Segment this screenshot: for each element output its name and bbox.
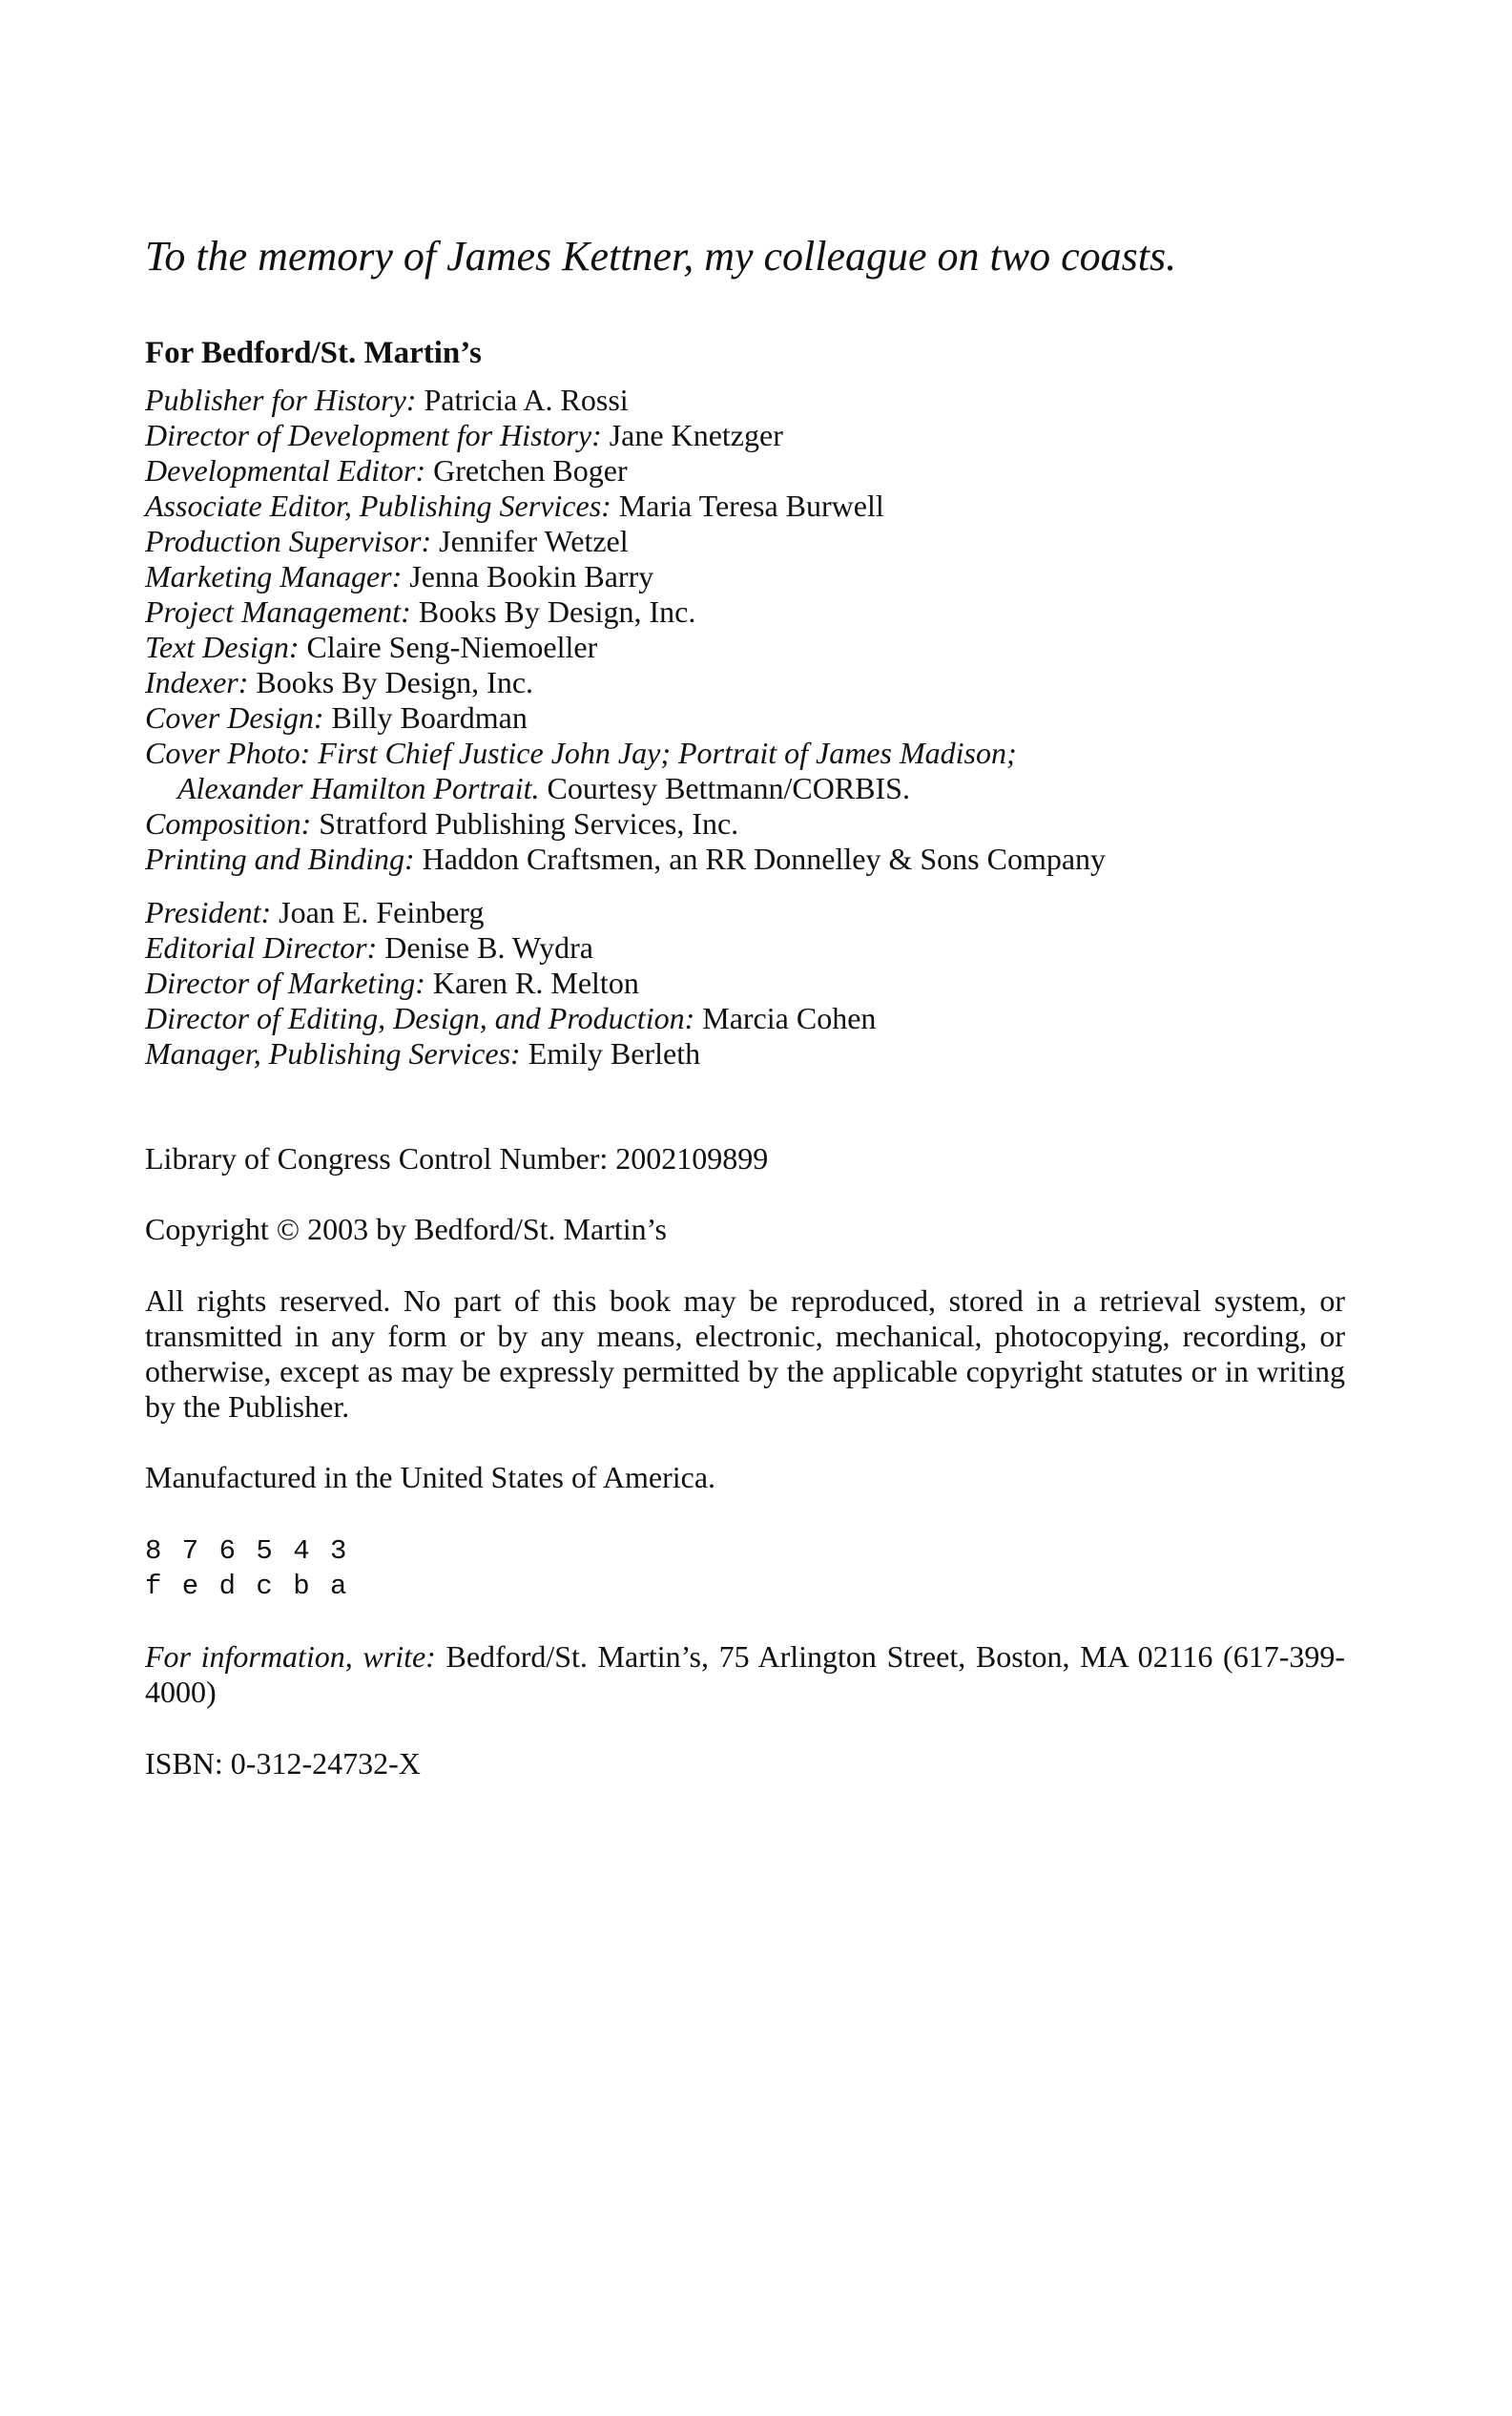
credit-name: Gretchen Boger — [433, 453, 628, 488]
rights-statement: All rights reserved. No part of this book may be reproduced, stored in a retrieval system, or transmitted in any form or by any means, electronic, mechanical, photocopying, recording, or otherwise, except as may be expressly permitted by the applicable copyright statutes or in writing by the Publisher. — [145, 1283, 1345, 1424]
cover-photo-credit — [145, 736, 1345, 771]
credit-role: Text Design: — [145, 630, 300, 664]
credit-role: Publisher for History: — [145, 383, 417, 417]
credit-line — [145, 524, 1345, 559]
cover-photo-courtesy: Courtesy Bettmann/CORBIS. — [547, 771, 910, 805]
management-role: Editorial Director: — [145, 930, 378, 965]
isbn: ISBN: 0-312-24732-X — [145, 1746, 421, 1781]
manufactured-notice: Manufactured in the United States of America. — [145, 1460, 716, 1494]
lccn: Library of Congress Control Number: 2002109899 — [145, 1141, 769, 1176]
credit-role: Indexer: — [145, 665, 249, 699]
credit-name: Jenna Bookin Barry — [409, 559, 654, 594]
credit-name: Jane Knetzger — [609, 418, 783, 452]
credit-name: Billy Boardman — [331, 700, 528, 735]
copyright-notice: Copyright © 2003 by Bedford/St. Martin’s — [145, 1212, 667, 1246]
management-name: Marcia Cohen — [702, 1001, 877, 1035]
credit-role: Composition: — [145, 806, 312, 841]
credit-line — [145, 806, 1345, 842]
credit-role: Cover Photo: — [145, 736, 311, 770]
credit-name: Claire Seng-Niemoeller — [306, 630, 598, 664]
publisher-staff-list — [145, 336, 1345, 877]
credit-name: Books By Design, Inc. — [256, 665, 534, 699]
credit-line — [145, 489, 1345, 524]
credit-line — [145, 418, 1345, 453]
credit-line — [145, 453, 1345, 489]
management-line — [145, 1001, 1345, 1036]
credit-line — [145, 842, 1345, 877]
contact-label: For information, write: — [145, 1639, 436, 1674]
management-line — [145, 930, 1345, 966]
management-role: Director of Editing, Design, and Production: — [145, 1001, 695, 1035]
management-line — [145, 1036, 1345, 1072]
management-list — [145, 895, 1345, 1072]
cover-photo-title-cont: Alexander Hamilton Portrait. — [177, 771, 540, 805]
credit-name: Maria Teresa Burwell — [618, 489, 884, 523]
credit-role: Associate Editor, Publishing Services: — [145, 489, 611, 523]
credit-line — [145, 383, 1345, 418]
management-name: Emily Berleth — [528, 1036, 701, 1071]
management-role: Manager, Publishing Services: — [145, 1036, 521, 1071]
cover-photo-titles: First Chief Justice John Jay; Portrait of James Madison; — [318, 736, 1017, 770]
credit-role: Director of Development for History: — [145, 418, 602, 452]
credit-line — [145, 594, 1345, 630]
contact-information — [145, 1639, 1345, 1710]
printing-numbers: 8 7 6 5 4 3 — [145, 1535, 349, 1567]
credit-name: Haddon Craftsmen, an RR Donnelley & Sons Company — [422, 842, 1107, 876]
management-role: Director of Marketing: — [145, 966, 425, 1000]
credit-name: Jennifer Wetzel — [439, 524, 629, 558]
credit-name: Patricia A. Rossi — [424, 383, 629, 417]
dedication: To the memory of James Kettner, my colleague on two coasts. — [145, 233, 1177, 280]
management-name: Karen R. Melton — [432, 966, 639, 1000]
credit-name: Books By Design, Inc. — [418, 594, 696, 629]
credit-name: Stratford Publishing Services, Inc. — [319, 806, 739, 841]
management-name: Denise B. Wydra — [384, 930, 593, 965]
contact-address: Bedford/St. Martin’s, 75 Arlington Street, Boston, MA 02116 (617-399-4000) — [145, 1639, 1346, 1709]
credit-line — [145, 700, 1345, 736]
management-line — [145, 895, 1345, 930]
credit-role: Printing and Binding: — [145, 842, 415, 876]
printing-letters: f e d c b a — [145, 1571, 349, 1602]
credit-line — [145, 665, 1345, 700]
staff-heading: For Bedford/St. Martin’s — [145, 336, 482, 370]
credit-role: Production Supervisor: — [145, 524, 432, 558]
credit-line — [145, 559, 1345, 594]
credit-line — [145, 630, 1345, 665]
credit-role: Marketing Manager: — [145, 559, 403, 594]
management-line — [145, 966, 1345, 1001]
credit-role: Developmental Editor: — [145, 453, 426, 488]
credit-role: Project Management: — [145, 594, 411, 629]
cover-photo-credit-continued — [145, 771, 1345, 806]
management-name: Joan E. Feinberg — [279, 895, 485, 929]
management-role: President: — [145, 895, 272, 929]
credit-role: Cover Design: — [145, 700, 324, 735]
